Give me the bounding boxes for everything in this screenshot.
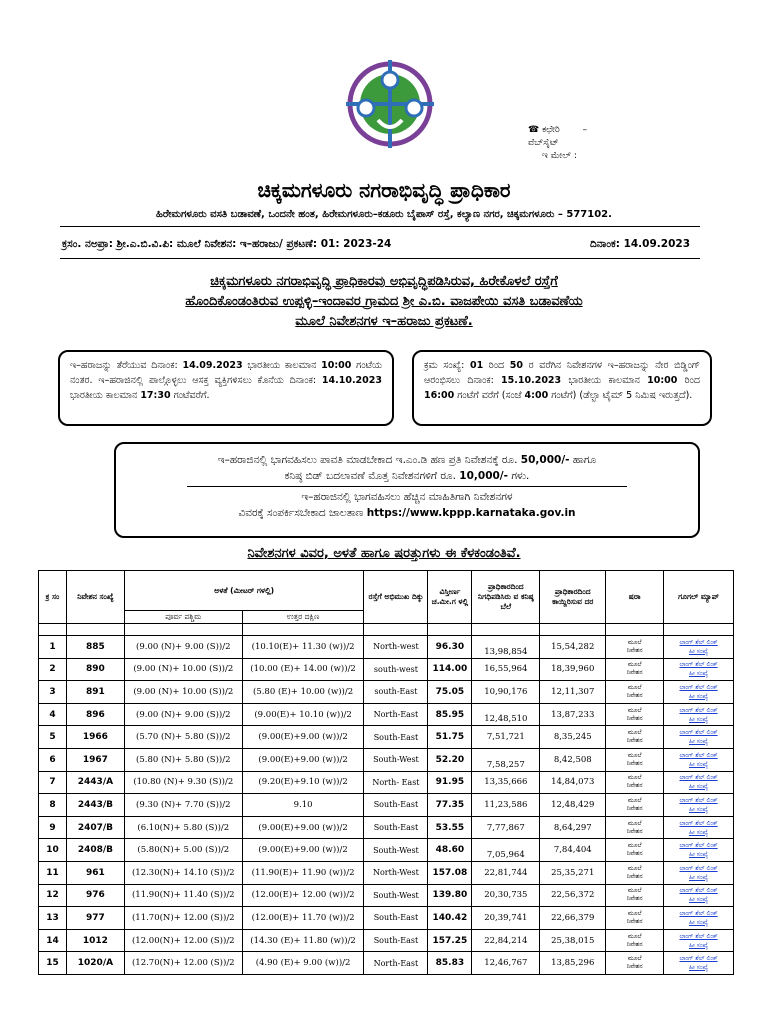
- cell-ns: (5.80(N)+ 5.00 (S))/2: [124, 839, 242, 862]
- cell-facing: south-west: [364, 658, 428, 681]
- cell-ns: (5.80 (N)+ 5.80 (S))/2: [124, 748, 242, 771]
- cell-facing: North-west: [364, 636, 428, 659]
- cell-facing: South-East: [364, 726, 428, 749]
- cell-area: 157.25: [428, 929, 472, 952]
- cell-ew: (9.00(E)+9.00 (w))/2: [242, 816, 364, 839]
- map-link-text[interactable]: ಲಾಂಗ್ ಶೆಲ್ ಲಿಂಕ್: [679, 729, 718, 737]
- cell-area: 91.95: [428, 771, 472, 794]
- reference-number: ಕ್ರಸಂ. ನಅಪ್ರಾ: ಶ್ರೀ.ಎ.ಬಿ.ವಿ.ಪಿ: ಮೂಲೆ ನಿವೇಶನ: ಇ–ಹರಾಜು/ ಪ್ರಕಟಣೆ: 01: 2023-24: [62, 238, 392, 250]
- status-text: ನಿವೇಶನ: [626, 872, 643, 880]
- cell-min-price: 16,55,964: [472, 658, 540, 681]
- map-link-text[interactable]: ಲಾಂಗ್ ಶೆಲ್ ಲಿಂಕ್: [679, 932, 718, 940]
- cell-status: [606, 726, 664, 749]
- cell-status: [606, 748, 664, 771]
- cell-fixed-rate: 8,64,297: [540, 816, 606, 839]
- map-link-text[interactable]: ಹೀ ಸಂಖ್ಯೆ: [689, 828, 709, 836]
- cell-sl: 8: [39, 794, 67, 817]
- header-status: ಷರಾ: [606, 571, 664, 624]
- cell-fixed-rate: 15,54,282: [540, 636, 606, 659]
- map-link-text[interactable]: ಲಾಂಗ್ ಶೆಲ್ ಲಿಂಕ್: [679, 706, 718, 714]
- organization-address: ಹಿರೇಮಗಳೂರು ವಸತಿ ಬಡಾವಣೆ, ಒಂದನೇ ಹಂತ, ಹಿರೇಮಗಳೂರು–ಕಡೂರು ಬೈಪಾಸ್ ರಸ್ತೆ, ಕಲ್ಯಾಣ ನಗರ, ಚಿಕ್ಕಮಗಳೂರು – 577102.: [156, 209, 612, 220]
- cell-facing: South-East: [364, 907, 428, 930]
- cell-site: 896: [66, 703, 124, 726]
- cell-sl: 2: [39, 658, 67, 681]
- cell-site: 2407/B: [66, 816, 124, 839]
- cell-map-link[interactable]: [664, 726, 734, 749]
- cell-status: [606, 771, 664, 794]
- cell-ns: (12.00(N)+ 12.00 (S))/2: [124, 929, 242, 952]
- map-link-text[interactable]: ಹೀ ಸಂಖ್ಯೆ: [689, 873, 709, 881]
- phone-label: ☎ ಕಛೇರಿ: [528, 125, 560, 135]
- email-label: ಇ ಮೇಲ್ :: [542, 151, 577, 161]
- map-link-text[interactable]: ಲಾಂಗ್ ಶೆಲ್ ಲಿಂಕ್: [679, 661, 718, 669]
- cell-site: 961: [66, 861, 124, 884]
- cell-ns: (6.10(N)+ 5.80 (S))/2: [124, 816, 242, 839]
- cell-map-link[interactable]: [664, 636, 734, 659]
- status-text: ನಿವೇಶನ: [626, 782, 643, 790]
- map-link-text[interactable]: ಹೀ ಸಂಖ್ಯೆ: [689, 851, 709, 859]
- status-text: ನಿವೇಶನ: [626, 714, 643, 722]
- cell-status: [606, 681, 664, 704]
- cell-sl: 7: [39, 771, 67, 794]
- map-link-text[interactable]: ಹೀ ಸಂಖ್ಯೆ: [689, 918, 709, 926]
- status-text: ನಿವೇಶನ: [626, 917, 643, 925]
- status-text: ಮೂಲೆ: [627, 955, 642, 963]
- cell-sl: 9: [39, 816, 67, 839]
- status-text: ಮೂಲೆ: [627, 864, 642, 872]
- cell-site: 977: [66, 907, 124, 930]
- status-text: ಮೂಲೆ: [627, 751, 642, 759]
- auction-open-notice: ಇ–ಹರಾಜನ್ನು ತೆರೆಯುವ ದಿನಾಂಕ: 14.09.2023 ಭಾರತೀಯ ಕಾಲಮಾನ 10:00 ಗಂಟೆಯ ನಂತರ. ಇ–ಹರಾಜಿನಲ್ಲಿ ಪಾಲ್ಗೊಳ್ಳಲು ಆಸಕ್ತ ವ್ಯಕ್ತಿಗಳಿಸಲು ಕೊನೆಯ ದಿನಾಂಕ: 14.10.2023 ಭಾರತೀಯ ಕಾಲಮಾನ 17:30 ಗಂಟೆವರೆಗೆ.: [58, 350, 394, 426]
- cell-site: 2443/A: [66, 771, 124, 794]
- cell-facing: south-East: [364, 681, 428, 704]
- cell-ew: (14.30 (E)+ 11.80 (w))/2: [242, 929, 364, 952]
- cell-ew: (9.00(E)+9.00 (w))/2: [242, 726, 364, 749]
- cell-ns: (9.30 (N)+ 7.70 (S))/2: [124, 794, 242, 817]
- status-text: ಮೂಲೆ: [627, 909, 642, 917]
- status-text: ಮೂಲೆ: [627, 819, 642, 827]
- status-text: ನಿವೇಶನ: [626, 759, 643, 767]
- cell-sl: 10: [39, 839, 67, 862]
- cell-min-price: 10,90,176: [472, 681, 540, 704]
- table-heading: ನಿವೇಶನಗಳ ವಿವರ, ಅಳತೆ ಹಾಗೂ ಷರತ್ತುಗಳು ಈ ಕೆಳಕಂಡಂತಿವೆ.: [247, 546, 521, 561]
- map-link-text[interactable]: ಹೀ ಸಂಖ್ಯೆ: [689, 896, 709, 904]
- header-sl: ಕ್ರ ಸಂ: [39, 571, 67, 624]
- cell-status: [606, 929, 664, 952]
- cell-min-price: 20,39,741: [472, 907, 540, 930]
- table-row: [39, 884, 734, 907]
- cell-ew: (9.00(E)+9.00 (w))/2: [242, 748, 364, 771]
- cell-status: [606, 861, 664, 884]
- cell-map-link[interactable]: [664, 884, 734, 907]
- map-link-text[interactable]: ಲಾಂಗ್ ಶೆಲ್ ಲಿಂಕ್: [679, 638, 718, 646]
- cell-status: [606, 794, 664, 817]
- bidding-start-notice: ಕ್ರಮ ಸಂಖ್ಯೆ: 01 ರಿಂದ 50 ರ ವರೆಗಿನ ನಿವೇಶನಗಳ ಇ–ಹರಾಜನ್ನು ನೇರ ಬಿಡ್ಡಿಂಗ್ ಆರಂಭಿಸಲು ದಿನಾಂಕ: 15.10.2023 ಭಾರತೀಯ ಕಾಲಮಾನ 10:00 ರಿಂದ 16:00 ಗಂಟೆಗೆ ವರೆಗೆ (ಸಂಜೆ 4:00 ಗಂಟೆಗೆ) (ಡೆಲ್ಟಾ ಟೈಮ್ 5 ನಿಮಿಷ ಇರುತ್ತದೆ).: [412, 350, 712, 426]
- cell-status: [606, 884, 664, 907]
- status-text: ನಿವೇಶನ: [626, 669, 643, 677]
- cell-facing: South-West: [364, 884, 428, 907]
- status-text: ಮೂಲೆ: [627, 796, 642, 804]
- cell-ew: (10.00 (E)+ 14.00 (w))/2: [242, 658, 364, 681]
- cell-map-link[interactable]: [664, 771, 734, 794]
- cell-site: 2443/B: [66, 794, 124, 817]
- table-row: [39, 907, 734, 930]
- reference-divider: [60, 258, 700, 259]
- table-row: [39, 771, 734, 794]
- map-link-text[interactable]: ಲಾಂಗ್ ಶೆಲ್ ಲಿಂಕ್: [679, 842, 718, 850]
- header-ew: ಉತ್ತರ ದಕ್ಷಿಣ: [242, 611, 364, 624]
- status-text: ಮೂಲೆ: [627, 729, 642, 737]
- cell-map-link[interactable]: [664, 952, 734, 975]
- cell-min-price: 22,81,744: [472, 861, 540, 884]
- cell-ns: (9.00 (N)+ 10.00 (S))/2: [124, 681, 242, 704]
- cell-facing: North- East: [364, 771, 428, 794]
- map-link-text[interactable]: ಲಾಂಗ್ ಶೆಲ್ ಲಿಂಕ್: [679, 819, 718, 827]
- table-row: [39, 861, 734, 884]
- cell-area: 51.75: [428, 726, 472, 749]
- cell-area: 85.83: [428, 952, 472, 975]
- cell-ns: (9.00 (N)+ 9.00 (S))/2: [124, 636, 242, 659]
- cell-fixed-rate: 14,84,073: [540, 771, 606, 794]
- cell-status: [606, 907, 664, 930]
- cell-min-price: 13,98,854: [472, 636, 540, 659]
- table-row: [39, 748, 734, 771]
- map-link-text[interactable]: ಲಾಂಗ್ ಶೆಲ್ ಲಿಂಕ್: [679, 864, 718, 872]
- status-text: ಮೂಲೆ: [627, 661, 642, 669]
- cell-status: [606, 658, 664, 681]
- cell-area: 114.00: [428, 658, 472, 681]
- map-link-text[interactable]: ಹೀ ಸಂಖ್ಯೆ: [689, 760, 709, 768]
- cell-site: 891: [66, 681, 124, 704]
- status-text: ನಿವೇಶನ: [626, 737, 643, 745]
- cell-ew: (11.90(E)+ 11.90 (w))/2: [242, 861, 364, 884]
- map-link-text[interactable]: ಲಾಂಗ್ ಶೆಲ್ ಲಿಂಕ್: [679, 887, 718, 895]
- table-row: [39, 952, 734, 975]
- cell-ns: (10.80 (N)+ 9.30 (S))/2: [124, 771, 242, 794]
- cell-ns: (9.00 (N)+ 9.00 (S))/2: [124, 703, 242, 726]
- cell-ew: (9.20(E)+9.10 (w))/2: [242, 771, 364, 794]
- header-min-price: ಪ್ರಾಧಿಕಾರದಿಂದ ನಿಗಧಿಪಡಿಸಿರು ವ ಕನಿಷ್ಠ ಬೆಲೆ: [472, 571, 540, 624]
- map-link-text[interactable]: ಹೀ ಸಂಖ್ಯೆ: [689, 738, 709, 746]
- status-text: ನಿವೇಶನ: [626, 850, 643, 858]
- cell-map-link[interactable]: [664, 861, 734, 884]
- cell-status: [606, 839, 664, 862]
- cell-fixed-rate: 13,87,233: [540, 703, 606, 726]
- cell-sl: 5: [39, 726, 67, 749]
- sites-table: [38, 570, 734, 975]
- table-row: [39, 681, 734, 704]
- status-text: ಮೂಲೆ: [627, 638, 642, 646]
- cell-site: 1020/A: [66, 952, 124, 975]
- headline-line-2: ಹೊಂದಿಕೊಂಡಂತಿರುವ ಉಪ್ಪಳ್ಳಿ–ಇಂದಾವರ ಗ್ರಾಮದ ಶ್ರೀ ಎ.ಬಿ. ವಾಜಪೇಯಿ ವಸತಿ ಬಡಾವಣೆಯ: [185, 294, 583, 309]
- cell-map-link[interactable]: [664, 929, 734, 952]
- status-text: ಮೂಲೆ: [627, 842, 642, 850]
- cell-fixed-rate: 18,39,960: [540, 658, 606, 681]
- cell-sl: 1: [39, 636, 67, 659]
- status-text: ನಿವೇಶನ: [626, 963, 643, 971]
- cell-site: 1967: [66, 748, 124, 771]
- cell-map-link[interactable]: [664, 907, 734, 930]
- cell-ew: (9.00(E)+9.00 (w))/2: [242, 839, 364, 862]
- cell-facing: North-East: [364, 703, 428, 726]
- cell-ns: (12.30(N)+ 14.10 (S))/2: [124, 861, 242, 884]
- map-link-text[interactable]: ಹೀ ಸಂಖ್ಯೆ: [689, 964, 709, 972]
- map-link-text[interactable]: ಲಾಂಗ್ ಶೆಲ್ ಲಿಂಕ್: [679, 909, 718, 917]
- cell-sl: 13: [39, 907, 67, 930]
- cell-ns: (12.70(N)+ 12.00 (S))/2: [124, 952, 242, 975]
- table-row: [39, 658, 734, 681]
- headline-line-3: ಮೂಲೆ ನಿವೇಶನಗಳ ಇ–ಹರಾಜು ಪ್ರಕಟಣೆ.: [295, 314, 473, 329]
- table-row: [39, 636, 734, 659]
- cell-site: 1966: [66, 726, 124, 749]
- cell-min-price: 7,05,964: [472, 839, 540, 862]
- status-text: ಮೂಲೆ: [627, 887, 642, 895]
- cell-min-price: 11,23,586: [472, 794, 540, 817]
- cell-ns: (11.70(N)+ 12.00 (S))/2: [124, 907, 242, 930]
- cell-ns: (11.90(N)+ 11.40 (S))/2: [124, 884, 242, 907]
- status-text: ಮೂಲೆ: [627, 706, 642, 714]
- status-text: ಮೂಲೆ: [627, 683, 642, 691]
- cell-ew: (9.00(E)+ 10.10 (w))/2: [242, 703, 364, 726]
- header-area: ವಿಸ್ತೀರ್ಣ ಚ.ಮೀ.ಗ ಳಲ್ಲಿ: [428, 571, 472, 624]
- cell-sl: 6: [39, 748, 67, 771]
- cell-area: 75.05: [428, 681, 472, 704]
- cell-site: 976: [66, 884, 124, 907]
- cell-area: 85.95: [428, 703, 472, 726]
- cell-area: 53.55: [428, 816, 472, 839]
- headline-line-1: ಚಿಕ್ಕಮಗಳೂರು ನಗರಾಭಿವೃದ್ಧಿ ಪ್ರಾಧಿಕಾರವು ಅಭಿವೃದ್ಧಿಪಡಿಸಿರುವ, ಹಿರೇಕೊಳಲೆ ರಸ್ತೆಗೆ: [210, 274, 558, 289]
- header-map: ಗೂಗಲ್ ಮ್ಯಾಪ್: [664, 571, 734, 624]
- notice-date: ದಿನಾಂಕ: 14.09.2023: [590, 238, 690, 250]
- cell-sl: 15: [39, 952, 67, 975]
- map-link-text[interactable]: ಹೀ ಸಂಖ್ಯೆ: [689, 670, 709, 678]
- cell-status: [606, 703, 664, 726]
- cell-min-price: 7,77,867: [472, 816, 540, 839]
- cell-area: 77.35: [428, 794, 472, 817]
- cell-map-link[interactable]: [664, 839, 734, 862]
- emd-notice: ಇ–ಹರಾಜಿನಲ್ಲಿ ಭಾಗವಹಿಸಲು ಪಾವತಿ ಮಾಡಬೇಕಾದ ಇ.ಎಂ.ಡಿ ಹಣ ಪ್ರತಿ ನಿವೇಶನಕ್ಕೆ ರೂ. 50,000/- ಹಾಗೂ ಕನಿಷ್ಠ ಬಿಡ್ ಬದಲಾವಣೆ ಮೊತ್ತ ನಿವೇಶನಗಳಿಗೆ ರೂ. 10,000/- ಗಳು. ಇ–ಹರಾಜಿನಲ್ಲಿ ಭಾಗವಹಿಸಲು ಹೆಚ್ಚಿನ ಮಾಹಿತಿಗಾಗಿ ನಿವೇಶನಗಳ ವಿವರಕ್ಕೆ ಸಂಪರ್ಕಿಸಬೇಕಾದ ಜಾಲತಾಣ https://www.kppp.karnataka.gov.in: [114, 442, 700, 538]
- contact-block: [528, 124, 587, 163]
- cell-map-link[interactable]: [664, 748, 734, 771]
- cell-ns: (9.00 (N)+ 10.00 (S))/2: [124, 658, 242, 681]
- cell-facing: South-East: [364, 816, 428, 839]
- status-text: ನಿವೇಶನ: [626, 804, 643, 812]
- cell-fixed-rate: 22,56,372: [540, 884, 606, 907]
- cell-area: 139.80: [428, 884, 472, 907]
- map-link-text[interactable]: ಹೀ ಸಂಖ್ಯೆ: [689, 692, 709, 700]
- status-text: ಮೂಲೆ: [627, 774, 642, 782]
- cell-sl: 11: [39, 861, 67, 884]
- map-link-text[interactable]: ಲಾಂಗ್ ಶೆಲ್ ಲಿಂಕ್: [679, 683, 718, 691]
- cell-map-link[interactable]: [664, 816, 734, 839]
- map-link-text[interactable]: ಲಾಂಗ್ ಶೆಲ್ ಲಿಂಕ್: [679, 774, 718, 782]
- cell-min-price: 7,51,721: [472, 726, 540, 749]
- cell-sl: 14: [39, 929, 67, 952]
- cell-area: 96.30: [428, 636, 472, 659]
- reference-line: [62, 238, 690, 251]
- header-ns: ಪೂರ್ವ ಪಶ್ಚಿಮ: [124, 611, 242, 624]
- cell-site: 2408/B: [66, 839, 124, 862]
- header-divider: [60, 226, 700, 227]
- cell-area: 140.42: [428, 907, 472, 930]
- cell-status: [606, 816, 664, 839]
- cell-area: 52.20: [428, 748, 472, 771]
- map-link-text[interactable]: ಹೀ ಸಂಖ್ಯೆ: [689, 941, 709, 949]
- cell-facing: South-West: [364, 839, 428, 862]
- cell-fixed-rate: 12,48,429: [540, 794, 606, 817]
- cell-min-price: 12,46,767: [472, 952, 540, 975]
- cell-area: 48.60: [428, 839, 472, 862]
- status-text: ನಿವೇಶನ: [626, 646, 643, 654]
- cell-fixed-rate: 7,84,404: [540, 839, 606, 862]
- map-link-text[interactable]: ಹೀ ಸಂಖ್ಯೆ: [689, 715, 709, 723]
- cell-site: 885: [66, 636, 124, 659]
- website-label: ವೆಬ್‌ಸೈಟ್: [528, 138, 559, 148]
- cell-ew: (5.80 (E)+ 10.00 (w))/2: [242, 681, 364, 704]
- status-text: ನಿವೇಶನ: [626, 895, 643, 903]
- cell-min-price: 22,84,214: [472, 929, 540, 952]
- header-site: ನಿವೇಶನ ಸಂಖ್ಯೆ: [66, 571, 124, 624]
- cell-fixed-rate: 25,35,271: [540, 861, 606, 884]
- map-link-text[interactable]: ಹೀ ಸಂಖ್ಯೆ: [689, 805, 709, 813]
- cell-status: [606, 636, 664, 659]
- cell-fixed-rate: 25,38,015: [540, 929, 606, 952]
- cell-min-price: 13,35,666: [472, 771, 540, 794]
- map-link-text[interactable]: ಲಾಂಗ್ ಶೆಲ್ ಲಿಂಕ್: [679, 751, 718, 759]
- header-facing: ರಸ್ತೆಗೆ ಅಭಿಮುಖ ದಿಕ್ಕು: [364, 571, 428, 624]
- cell-fixed-rate: 8,42,508: [540, 748, 606, 771]
- phone-value: –: [582, 125, 588, 135]
- status-text: ಮೂಲೆ: [627, 932, 642, 940]
- cell-site: 1012: [66, 929, 124, 952]
- cell-min-price: 7,58,257: [472, 748, 540, 771]
- table-row: [39, 703, 734, 726]
- cell-sl: 4: [39, 703, 67, 726]
- cell-ew: (10.10(E)+ 11.30 (w))/2: [242, 636, 364, 659]
- cell-sl: 12: [39, 884, 67, 907]
- cell-map-link[interactable]: [664, 703, 734, 726]
- cell-ew: (12.00(E)+ 12.00 (w))/2: [242, 884, 364, 907]
- map-link-text[interactable]: ಲಾಂಗ್ ಶೆಲ್ ಲಿಂಕ್: [679, 955, 718, 963]
- cell-facing: North-East: [364, 952, 428, 975]
- map-link-text[interactable]: ಹೀ ಸಂಖ್ಯೆ: [689, 783, 709, 791]
- table-row: [39, 726, 734, 749]
- authority-logo: [344, 58, 436, 150]
- map-link-text[interactable]: ಹೀ ಸಂಖ್ಯೆ: [689, 647, 709, 655]
- cell-facing: South-East: [364, 929, 428, 952]
- status-text: ನಿವೇಶನ: [626, 940, 643, 948]
- table-row: [39, 929, 734, 952]
- cell-facing: North-West: [364, 861, 428, 884]
- portal-link[interactable]: https://www.kppp.karnataka.gov.in: [366, 507, 576, 519]
- cell-facing: South-West: [364, 748, 428, 771]
- organization-title: ಚಿಕ್ಕಮಗಳೂರು ನಗರಾಭಿವೃದ್ಧಿ ಪ್ರಾಧಿಕಾರ: [257, 178, 511, 202]
- status-text: ನಿವೇಶನ: [626, 827, 643, 835]
- cell-ew: (4.90 (E)+ 9.00 (w))/2: [242, 952, 364, 975]
- cell-ew: (12.00(E)+ 11.70 (w))/2: [242, 907, 364, 930]
- cell-fixed-rate: 13,85,296: [540, 952, 606, 975]
- cell-map-link[interactable]: [664, 794, 734, 817]
- cell-min-price: 20,30,735: [472, 884, 540, 907]
- status-text: ನಿವೇಶನ: [626, 691, 643, 699]
- cell-fixed-rate: 22,66,379: [540, 907, 606, 930]
- table-row: [39, 794, 734, 817]
- cell-map-link[interactable]: [664, 658, 734, 681]
- cell-site: 890: [66, 658, 124, 681]
- notice-headline: [0, 272, 768, 332]
- cell-map-link[interactable]: [664, 681, 734, 704]
- cell-min-price: 12,48,510: [472, 703, 540, 726]
- cell-status: [606, 952, 664, 975]
- header-fixed-rate: ಪ್ರಾಧಿಕಾರದಿಂದ ಕಾಯ್ದಿರಿಸುವ ದರ: [540, 571, 606, 624]
- cell-fixed-rate: 12,11,307: [540, 681, 606, 704]
- cell-ns: (5.70 (N)+ 5.80 (S))/2: [124, 726, 242, 749]
- cell-sl: 3: [39, 681, 67, 704]
- table-row: [39, 816, 734, 839]
- cell-facing: South-East: [364, 794, 428, 817]
- cell-fixed-rate: 8,35,245: [540, 726, 606, 749]
- cell-ew: 9.10: [242, 794, 364, 817]
- header-dimensions: ಅಳತೆ (ಮೀಟರ್ ಗಳಲ್ಲಿ): [124, 571, 364, 611]
- table-row: [39, 839, 734, 862]
- cell-area: 157.08: [428, 861, 472, 884]
- map-link-text[interactable]: ಲಾಂಗ್ ಶೆಲ್ ಲಿಂಕ್: [679, 796, 718, 804]
